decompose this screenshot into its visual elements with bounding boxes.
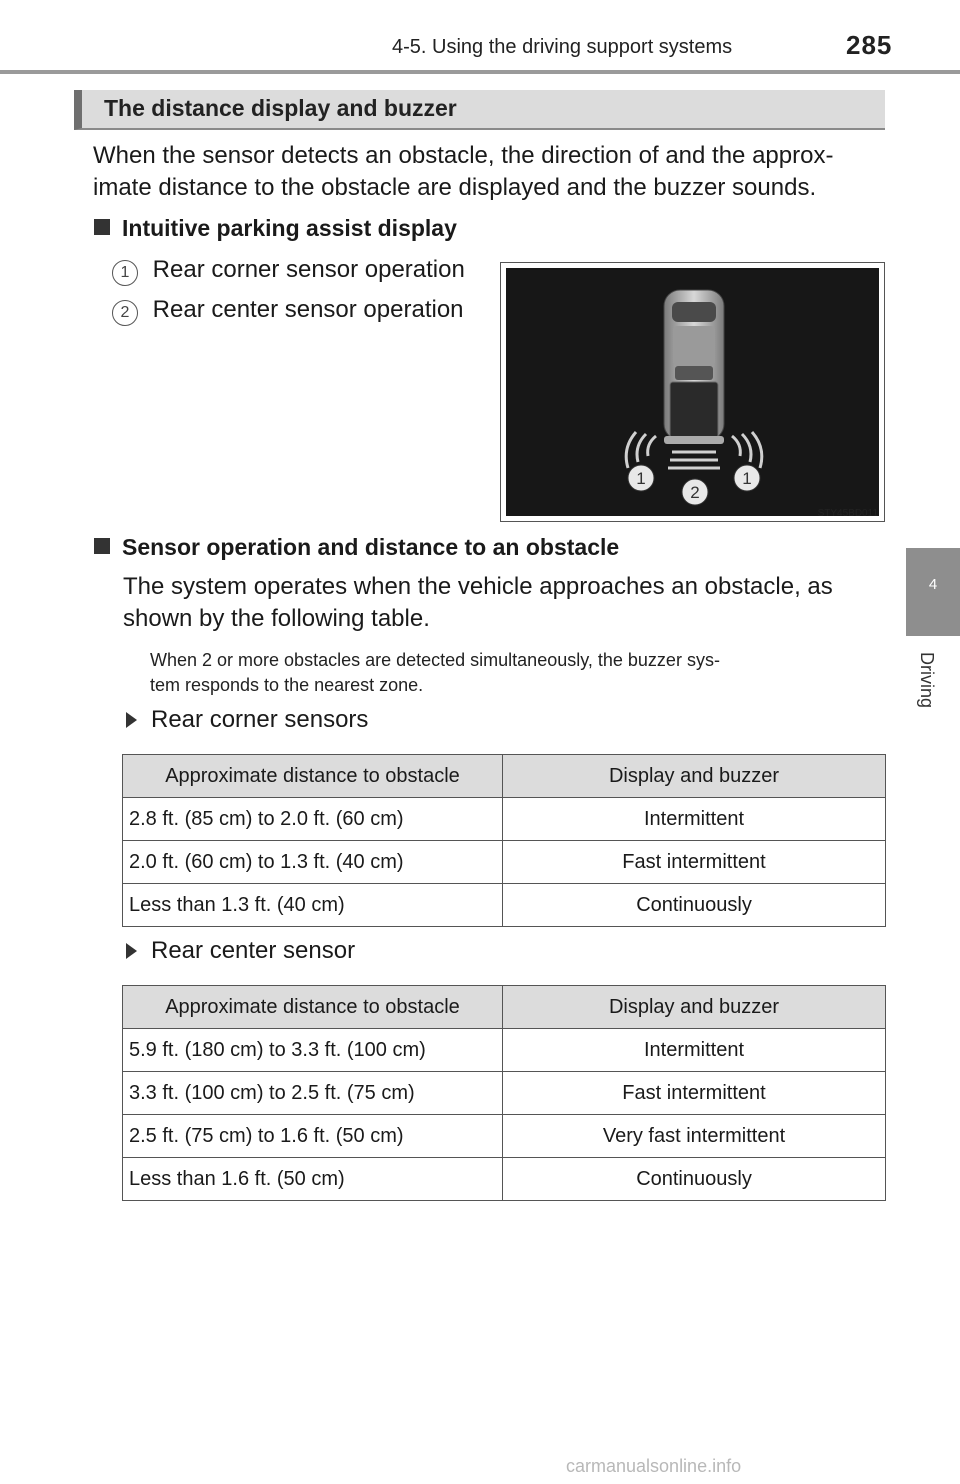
table-cell: Less than 1.3 ft. (40 cm) [123, 884, 503, 927]
table-cell: Very fast intermittent [503, 1115, 886, 1158]
sensor-title: Sensor operation and distance to an obstacle [122, 534, 620, 560]
chapter-tab [906, 548, 960, 636]
table-cell: 2.0 ft. (60 cm) to 1.3 ft. (40 cm) [123, 841, 503, 884]
table-row [123, 1158, 886, 1201]
column-header: Display and buzzer [503, 755, 886, 798]
chapter-label: Driving [917, 652, 937, 709]
table-cell: Continuously [503, 884, 886, 927]
legend-item-label: Rear center sensor operation [152, 296, 464, 323]
left-corner-zone [626, 432, 656, 468]
column-header: Approximate distance to obstacle [123, 986, 503, 1029]
display-screen [506, 268, 879, 516]
callout-2-icon: 2 [112, 300, 138, 326]
sensor-body-line-2: shown by the following table. [123, 605, 430, 632]
intro-line-2: imate distance to the obstacle are displayed and the buzzer sounds. [93, 174, 817, 201]
table-cell: Fast intermittent [503, 1072, 886, 1115]
section-title: 4-5. Using the driving support systems [392, 36, 733, 58]
table-cell: Continuously [503, 1158, 886, 1201]
center-table-title [126, 937, 355, 965]
svg-text:1: 1 [636, 469, 646, 488]
corner-table-title [126, 706, 368, 734]
svg-text:2: 2 [690, 483, 700, 502]
sensor-subheading [94, 534, 619, 561]
header-rule [0, 70, 960, 74]
ipa-title: Intuitive parking assist display [122, 215, 457, 241]
table-row [123, 1029, 886, 1072]
right-corner-zone [732, 432, 762, 468]
ipa-figure [500, 262, 885, 522]
chapter-number: 4 [928, 576, 938, 593]
svg-text:1: 1 [742, 469, 752, 488]
intro-line-1: When the sensor detects an obstacle, the direction of and the approx- [93, 142, 834, 169]
vehicle-icon [664, 290, 724, 444]
table-header-row [123, 755, 886, 798]
footer-watermark[interactable]: carmanualsonline.info [566, 1456, 742, 1476]
arrow-bullet-icon [126, 943, 137, 959]
section-heading: The distance display and buzzer [104, 95, 457, 121]
ipa-subheading [94, 215, 457, 242]
legend-item-label: Rear corner sensor operation [152, 256, 465, 283]
vehicle-sensor-illustration [506, 268, 879, 516]
table-header-row [123, 986, 886, 1029]
section-heading-bar [74, 90, 885, 130]
table-cell: 3.3 ft. (100 cm) to 2.5 ft. (75 cm) [123, 1072, 503, 1115]
table-row [123, 1072, 886, 1115]
corner-sensor-table [122, 754, 886, 927]
column-header: Approximate distance to obstacle [123, 755, 503, 798]
table-cell: Intermittent [503, 1029, 886, 1072]
table-cell: 5.9 ft. (180 cm) to 3.3 ft. (100 cm) [123, 1029, 503, 1072]
table-cell: Intermittent [503, 798, 886, 841]
callout-markers [628, 465, 760, 505]
legend-item-2 [112, 296, 464, 326]
center-sensor-table [122, 985, 886, 1201]
sensor-body-line-1: The system operates when the vehicle approaches an obstacle, as [123, 573, 833, 600]
page-number: 285 [846, 30, 893, 60]
arrow-bullet-icon [126, 712, 137, 728]
table-cell: 2.8 ft. (85 cm) to 2.0 ft. (60 cm) [123, 798, 503, 841]
table-cell: 2.5 ft. (75 cm) to 1.6 ft. (50 cm) [123, 1115, 503, 1158]
sensor-note-line-2: tem responds to the nearest zone. [150, 675, 424, 695]
corner-table-label: Rear corner sensors [151, 706, 369, 733]
figure-code: STY45BD011 [817, 508, 878, 519]
center-zone [668, 452, 720, 468]
center-table-label: Rear center sensor [151, 937, 356, 964]
square-bullet-icon [94, 538, 110, 554]
legend-item-1 [112, 256, 465, 286]
sensor-note-line-1: When 2 or more obstacles are detected simultaneously, the buzzer sys- [150, 650, 720, 670]
table-cell: Fast intermittent [503, 841, 886, 884]
column-header: Display and buzzer [503, 986, 886, 1029]
table-row [123, 884, 886, 927]
square-bullet-icon [94, 219, 110, 235]
table-row [123, 1115, 886, 1158]
table-row [123, 841, 886, 884]
callout-1-icon: 1 [112, 260, 138, 286]
table-row [123, 798, 886, 841]
table-cell: Less than 1.6 ft. (50 cm) [123, 1158, 503, 1201]
